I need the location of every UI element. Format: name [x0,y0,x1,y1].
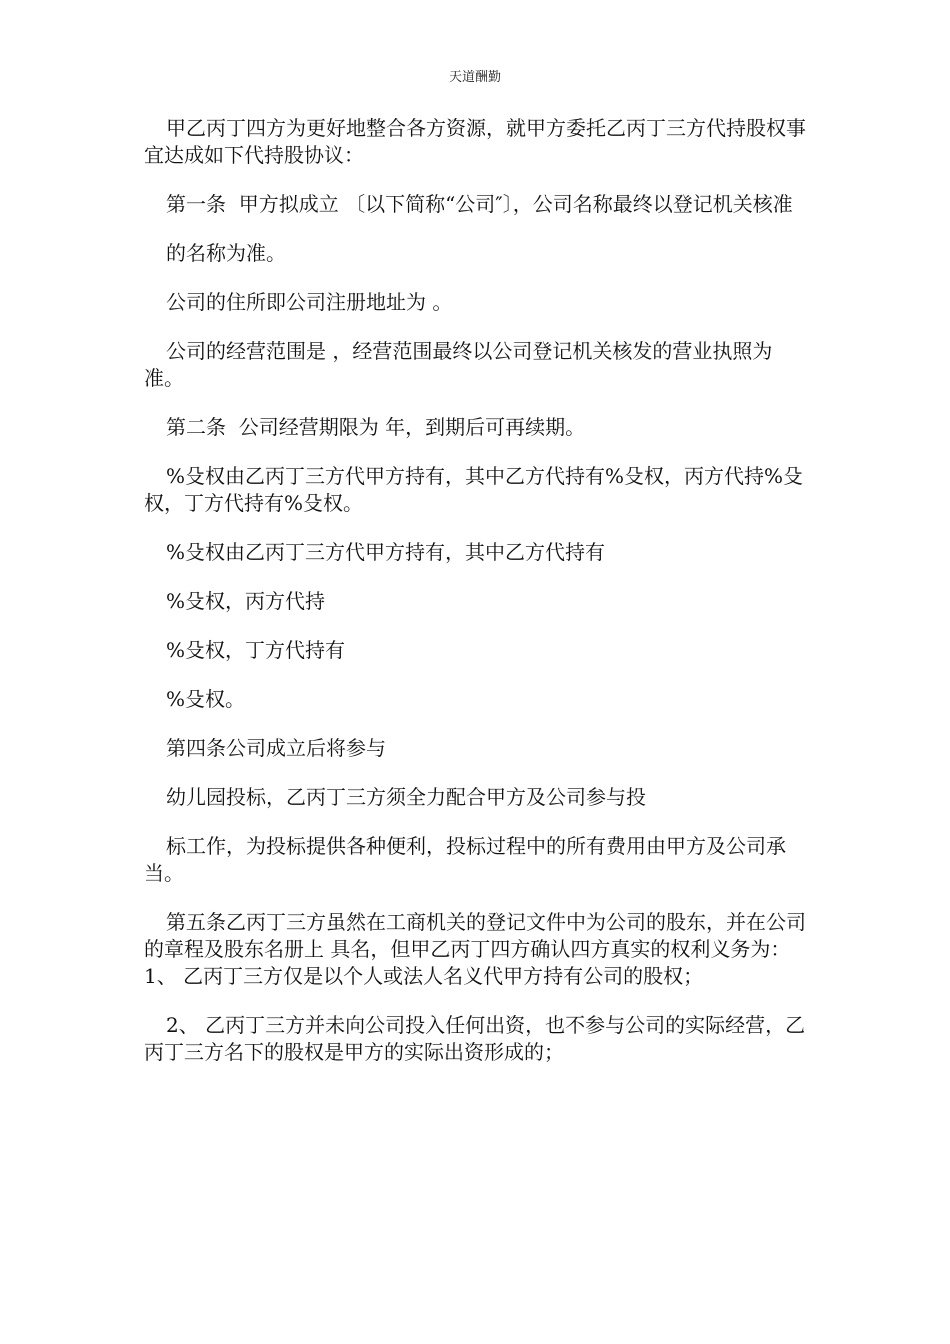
paragraph-equity-3: %殳权，丙方代持 [166,589,326,613]
paragraph-equity-5: %殳权。 [166,687,246,711]
paragraph-article-5-item-2: 2、 乙丙丁三方并未向公司投入任何出资，也不参与公司的实际经营，乙丙丁三方名下的股权是甲方的实际出资形成的； [144,1013,806,1064]
paragraph-equity-1: %殳权由乙丙丁三方代甲方持有，其中乙方代持有%殳权，丙方代持%殳权，丁方代持有%殳权。 [144,464,804,515]
paragraph-bidding-cont: 标工作，为投标提供各种便利，投标过程中的所有费用由甲方及公司承当。 [144,834,786,885]
document-body [144,115,809,1088]
paragraph-article-1-cont: 的名称为准。 [166,241,286,265]
paragraph-article-4: 第四条公司成立后将参与 [166,736,386,760]
paragraph-intro: 甲乙丙丁四方为更好地整合各方资源，就甲方委托乙丙丁三方代持股权事宜达成如下代持股协议： [144,116,806,167]
paragraph-bidding: 幼儿园投标，乙丙丁三方须全力配合甲方及公司参与投 [166,785,646,809]
page-header: 天道酬勤 [448,70,501,85]
paragraph-equity-2: %殳权由乙丙丁三方代甲方持有，其中乙方代持有 [166,540,606,564]
paragraph-equity-4: %殳权，丁方代持有 [166,638,346,662]
paragraph-address: 公司的住所即公司注册地址为 。 [166,290,453,314]
paragraph-business-scope: 公司的经营范围是 ，经营范围最终以公司登记机关核发的营业执照为准。 [144,339,773,390]
paragraph-article-2: 第二条 公司经营期限为 年，到期后可再续期。 [166,415,586,439]
paragraph-article-1: 第一条 甲方拟成立 〔以下简称“公司″〕，公司名称最终以登记机关核准 [166,192,793,216]
paragraph-article-5: 第五条乙丙丁三方虽然在工商机关的登记文件中为公司的股东，并在公司的章程及股东名册上 具名，但甲乙丙丁四方确认四方真实的权利义务为：1、 乙丙丁三方仅是以个人或法人名义代甲方持有公司的股权； [144,910,806,988]
